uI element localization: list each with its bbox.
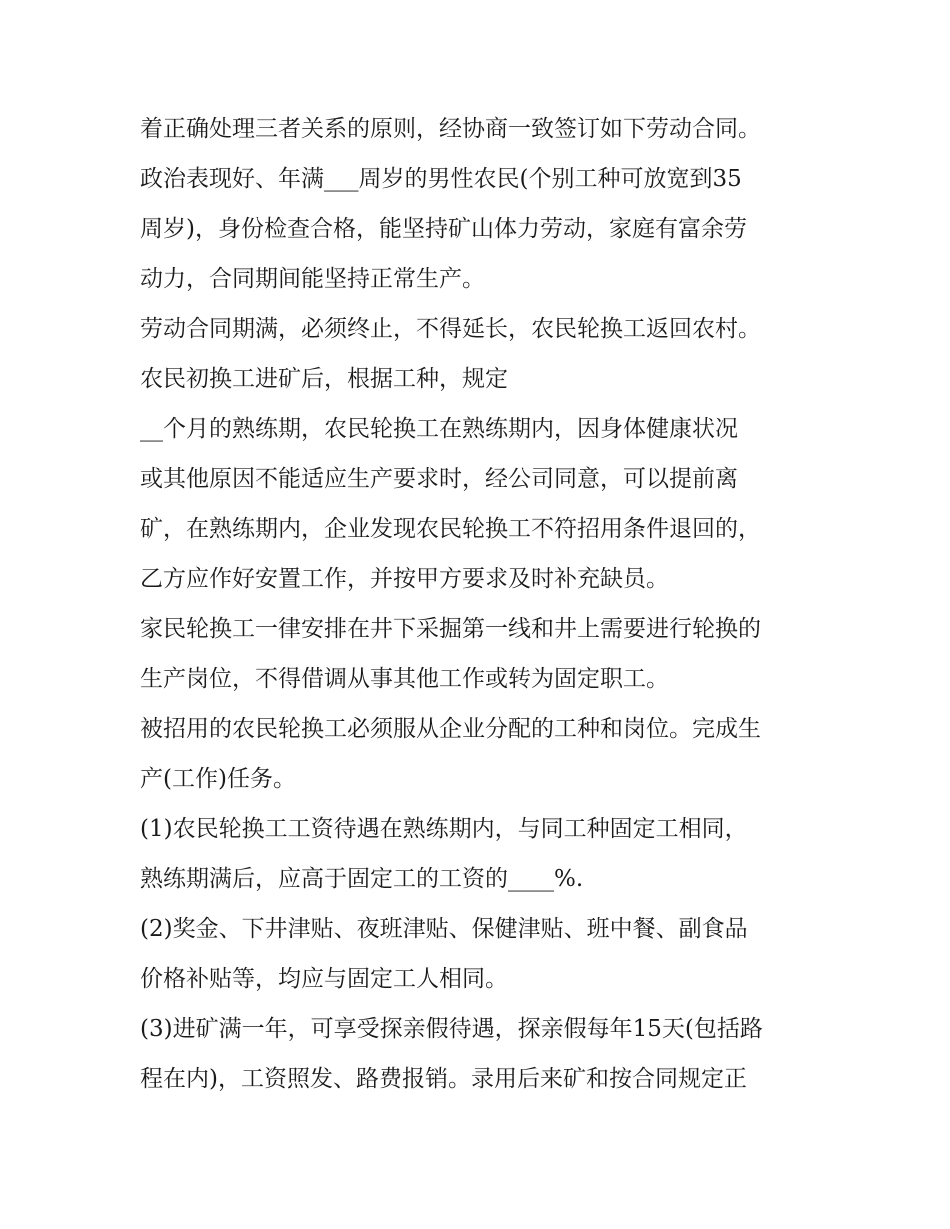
text-line: 动力，合同期间能坚持正常生产。 <box>140 266 485 292</box>
text-line: 价格补贴等，均应与固定工人相同。 <box>140 966 508 992</box>
text-line: (3)进矿满一年，可享受探亲假待遇，探亲假每年15天(包括路 <box>140 1016 763 1042</box>
text-line: 家民轮换工一律安排在井下采掘第一线和井上需要进行轮换的 <box>140 616 761 642</box>
text-line: 着正确处理三者关系的原则，经协商一致签订如下劳动合同。 <box>140 116 761 142</box>
text-line: 农民初换工进矿后，根据工种，规定 <box>140 366 508 392</box>
text-line: 或其他原因不能适应生产要求时，经公司同意，可以提前离 <box>140 466 738 492</box>
text-line: 乙方应作好安置工作，并按甲方要求及时补充缺员。 <box>140 566 669 592</box>
text-line: 被招用的农民轮换工必须服从企业分配的工种和岗位。完成生 <box>140 716 761 742</box>
text-line: 熟练期满后，应高于固定工的工资的____%. <box>140 866 584 892</box>
text-line: (1)农民轮换工工资待遇在熟练期内，与同工种固定工相同， <box>140 816 748 842</box>
text-line: 程在内)，工资照发、路费报销。录用后来矿和按合同规定正 <box>140 1066 747 1092</box>
text-line: __个月的熟练期，农民轮换工在熟练期内，因身体健康状况 <box>140 416 738 442</box>
text-line: 劳动合同期满，必须终止，不得延长，农民轮换工返回农村。 <box>140 316 761 342</box>
text-line: 矿，在熟练期内，企业发现农民轮换工不符招用条件退回的， <box>140 516 761 542</box>
text-line: 产(工作)任务。 <box>140 766 296 792</box>
text-line: 生产岗位，不得借调从事其他工作或转为固定职工。 <box>140 666 669 692</box>
text-line: (2)奖金、下井津贴、夜班津贴、保健津贴、班中餐、副食品 <box>140 916 748 942</box>
text-line: 周岁)，身份检查合格，能坚持矿山体力劳动，家庭有富余劳 <box>140 216 747 242</box>
text-line: 政治表现好、年满___周岁的男性农民(个别工种可放宽到35 <box>140 166 742 192</box>
contract-text <box>140 104 820 1104</box>
